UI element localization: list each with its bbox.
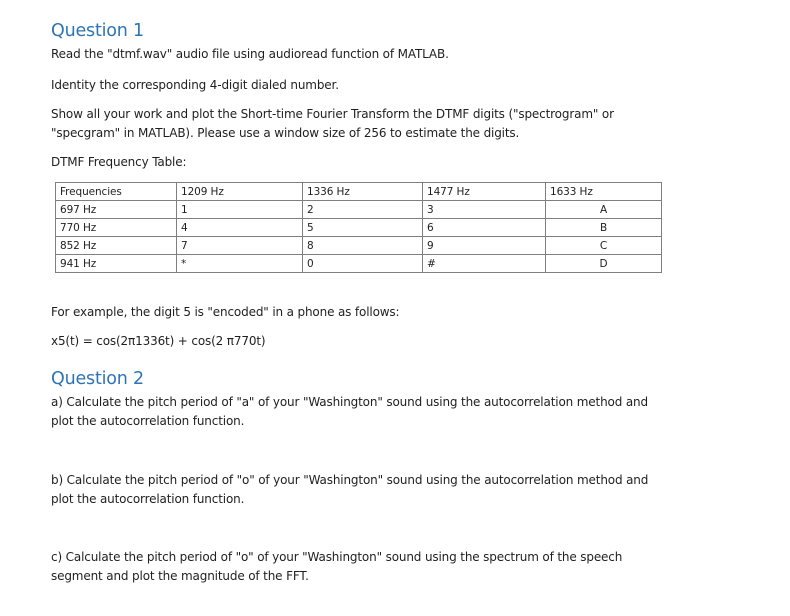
dtmf-frequency-table — [55, 182, 662, 273]
table-header-cell: 1633 Hz — [546, 183, 662, 201]
question-2-heading: Question 2 — [51, 369, 144, 389]
table-cell: 8 — [303, 237, 423, 255]
table-header-cell: Frequencies — [56, 183, 177, 201]
table-cell: * — [177, 255, 303, 273]
q2-part-a: a) Calculate the pitch period of "a" of your "Washington" sound using the autocorrelation method and plot the autocorrelation function. — [51, 395, 648, 428]
table-cell: 2 — [303, 201, 423, 219]
table-header-cell: 1336 Hz — [303, 183, 423, 201]
dtmf-table-caption: DTMF Frequency Table: — [51, 155, 187, 169]
table-cell: C — [546, 237, 662, 255]
question-1-heading: Question 1 — [51, 21, 144, 41]
table-cell: 7 — [177, 237, 303, 255]
q2-part-c: c) Calculate the pitch period of "o" of your "Washington" sound using the spectrum of the speech segment and plot the magnitude of the FFT. — [51, 550, 623, 583]
table-row — [56, 237, 662, 255]
table-cell: 1 — [177, 201, 303, 219]
table-cell: 852 Hz — [56, 237, 177, 255]
table-header-row — [56, 183, 662, 201]
table-cell: B — [546, 219, 662, 237]
table-cell: 9 — [423, 237, 546, 255]
table-cell: 697 Hz — [56, 201, 177, 219]
q1-example-formula: x5(t) = cos(2π1336t) + cos(2 π770t) — [51, 334, 266, 348]
table-header-cell: 1209 Hz — [177, 183, 303, 201]
table-cell: 0 — [303, 255, 423, 273]
q1-example-intro: For example, the digit 5 is "encoded" in a phone as follows: — [51, 305, 400, 319]
table-cell: # — [423, 255, 546, 273]
table-row — [56, 201, 662, 219]
table-cell: 4 — [177, 219, 303, 237]
table-row — [56, 219, 662, 237]
table-cell: D — [546, 255, 662, 273]
table-cell: 5 — [303, 219, 423, 237]
table-row — [56, 255, 662, 273]
q1-instruction-spectrogram: Show all your work and plot the Short-time Fourier Transform the DTMF digits ("spectrogram" or "specgram" in MATLAB). Please use a window size of 256 to estimate the digits. — [51, 107, 614, 140]
table-cell: 6 — [423, 219, 546, 237]
table-cell: A — [546, 201, 662, 219]
table-cell: 941 Hz — [56, 255, 177, 273]
table-cell: 3 — [423, 201, 546, 219]
q2-part-b: b) Calculate the pitch period of "o" of your "Washington" sound using the autocorrelation method and plot the autocorrelation function. — [51, 473, 649, 506]
q1-instruction-read-file: Read the "dtmf.wav" audio file using audioread function of MATLAB. — [51, 47, 449, 61]
table-cell: 770 Hz — [56, 219, 177, 237]
table-header-cell: 1477 Hz — [423, 183, 546, 201]
q1-instruction-identify: Identity the corresponding 4-digit dialed number. — [51, 78, 339, 92]
